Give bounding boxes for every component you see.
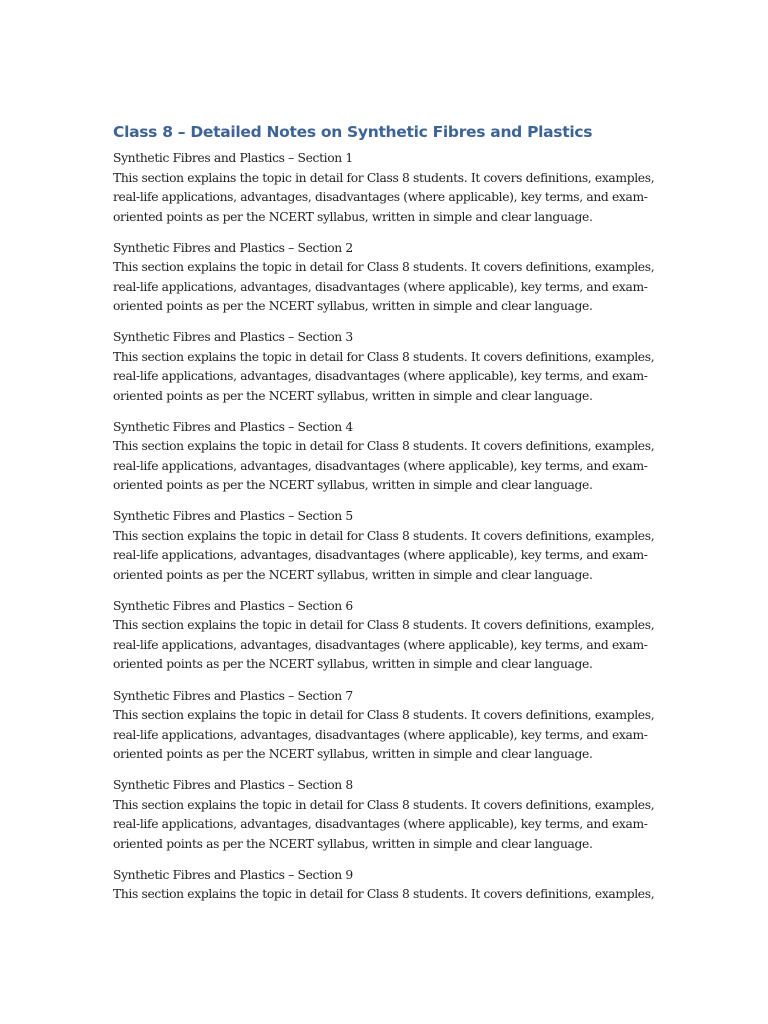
section-heading: Synthetic Fibres and Plastics – Section 5 xyxy=(113,509,353,524)
section-heading: Synthetic Fibres and Plastics – Section 7 xyxy=(113,688,353,703)
section-body: This section explains the topic in detail for Class 8 students. It covers definitions, examples, real-life applications, advantages, disadvantages (where applicable), key terms, and exam-oriented points as per the NCERT syllabus, written in simple and clear language. xyxy=(113,439,655,493)
section-item xyxy=(113,866,658,956)
section-body: This section explains the topic in detail for Class 8 students. It covers definitions, examples, real-life applications, advantages, disadvantages (where applicable), key terms, and exam-oriented points as per the NCERT syllabus, written in simple and clear language. xyxy=(113,618,655,672)
section-item xyxy=(113,149,658,239)
section-item xyxy=(113,328,658,418)
section-item xyxy=(113,597,658,687)
section-list xyxy=(113,149,658,955)
section-heading: Synthetic Fibres and Plastics – Section 6 xyxy=(113,598,353,613)
section-item xyxy=(113,776,658,866)
section-heading: Synthetic Fibres and Plastics – Section 4 xyxy=(113,419,353,434)
section-item xyxy=(113,507,658,597)
section-body: This section explains the topic in detail for Class 8 students. It covers definitions, examples, real-life applications, advantages, disadvantages (where applicable), key terms, and exam-oriented points as per the NCERT syllabus, written in simple and clear language. xyxy=(113,708,655,762)
section-heading: Synthetic Fibres and Plastics – Section 1 xyxy=(113,151,353,165)
section-heading: Synthetic Fibres and Plastics – Section 9 xyxy=(113,867,353,882)
section-heading: Synthetic Fibres and Plastics – Section 3 xyxy=(113,330,353,345)
section-heading: Synthetic Fibres and Plastics – Section 2 xyxy=(113,240,353,255)
section-body: This section explains the topic in detail for Class 8 students. It covers definitions, examples, real-life applications, advantages, disadvantages (where applicable), key terms, and exam-oriented points as per the NCERT syllabus, written in simple and clear language. xyxy=(113,528,655,582)
section-heading: Synthetic Fibres and Plastics – Section 8 xyxy=(113,778,353,793)
section-body: This section explains the topic in detail for Class 8 students. It covers definitions, examples, real-life applications, advantages, disadvantages (where applicable), key terms, and exam-oriented points as per the NCERT syllabus, written in simple and clear language. xyxy=(113,349,655,403)
section-item xyxy=(113,687,658,777)
section-body: This section explains the topic in detail for Class 8 students. It covers definitions, examples, real-life applications, advantages, disadvantages (where applicable), key terms, and exam-oriented points as per the NCERT syllabus, written in simple and clear language. xyxy=(113,170,655,224)
section-body: This section explains the topic in detail for Class 8 students. It covers definitions, examples, real-life applications, advantages, disadvantages (where applicable), key terms, and exam-oriented points as per the NCERT syllabus, written in simple and clear language. xyxy=(113,260,655,314)
section-body: This section explains the topic in detail for Class 8 students. It covers definitions, examples, real-life applications, advantages, disadvantages (where applicable), key terms, and exam-oriented points as per the NCERT syllabus, written in simple and clear language. xyxy=(113,797,655,851)
section-item xyxy=(113,239,658,329)
section-body: This section explains the topic in detail for Class 8 students. It covers definitions, examples, xyxy=(113,887,655,902)
page-title: Class 8 – Detailed Notes on Synthetic Fibres and Plastics xyxy=(113,123,593,141)
section-item xyxy=(113,418,658,508)
